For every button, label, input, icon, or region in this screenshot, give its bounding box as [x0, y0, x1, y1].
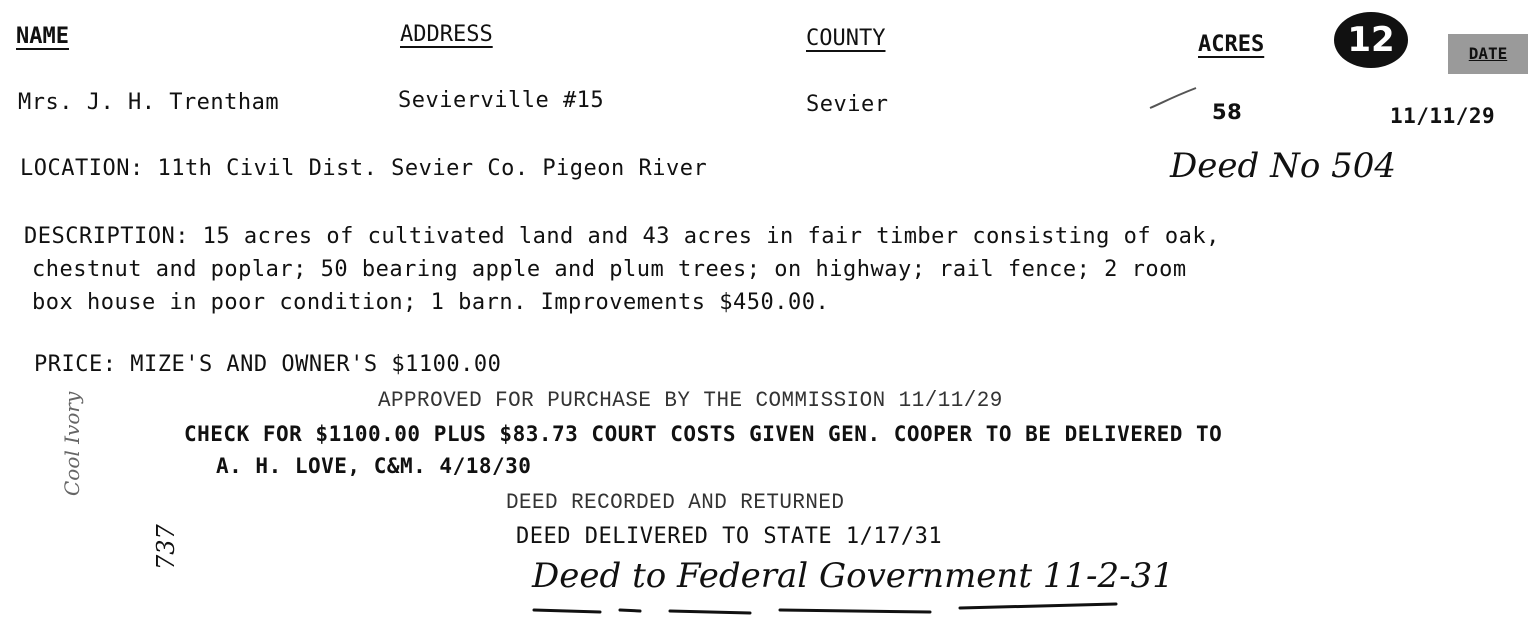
check-line-2: A. H. LOVE, C&M. 4/18/30: [216, 454, 532, 478]
record-acres: 58: [1212, 100, 1243, 124]
record-address: Sevierville #15: [398, 88, 605, 113]
header-date: DATE: [1448, 34, 1528, 74]
header-name: NAME: [16, 24, 69, 49]
margin-note-rotated: [60, 392, 84, 496]
location-line: LOCATION: 11th Civil Dist. Sevier Co. Pigeon River: [20, 156, 708, 181]
header-county: COUNTY: [806, 26, 886, 51]
record-county: Sevier: [806, 92, 889, 117]
approved-line: APPROVED FOR PURCHASE BY THE COMMISSION 11/11/29: [378, 388, 1003, 413]
description-line-2: chestnut and poplar; 50 bearing apple and plum trees; on highway; rail fence; 2 room: [32, 257, 1187, 282]
record-number-badge: 12: [1334, 12, 1408, 68]
description-line-1: DESCRIPTION: 15 acres of cultivated land and 43 acres in fair timber consisting of oak,: [24, 224, 1220, 249]
header-address: ADDRESS: [400, 22, 493, 47]
deed-number-handwritten: Deed No 504: [1170, 146, 1396, 186]
tick-mark: [1148, 84, 1200, 114]
check-line-1: CHECK FOR $1100.00 PLUS $83.73 COURT COSTS GIVEN GEN. COOPER TO BE DELIVERED TO: [184, 422, 1223, 446]
margin-note-line-2: 737: [152, 524, 180, 570]
record-date: 11/11/29: [1390, 104, 1496, 128]
footer-underline: [530, 596, 1120, 620]
header-acres: ACRES: [1198, 32, 1265, 57]
price-line: PRICE: MIZE'S AND OWNER'S $1100.00: [34, 352, 502, 377]
margin-note-line-1: Cool Ivory: [60, 391, 84, 496]
margin-note-number: [152, 524, 180, 570]
deed-delivered-line: DEED DELIVERED TO STATE 1/17/31: [516, 524, 943, 549]
description-line-3: box house in poor condition; 1 barn. Improvements $450.00.: [32, 290, 830, 315]
handwritten-federal-government-note: Deed to Federal Government 11-2-31: [532, 556, 1174, 596]
deed-recorded-line: DEED RECORDED AND RETURNED: [506, 490, 845, 515]
record-name: Mrs. J. H. Trentham: [18, 90, 280, 115]
